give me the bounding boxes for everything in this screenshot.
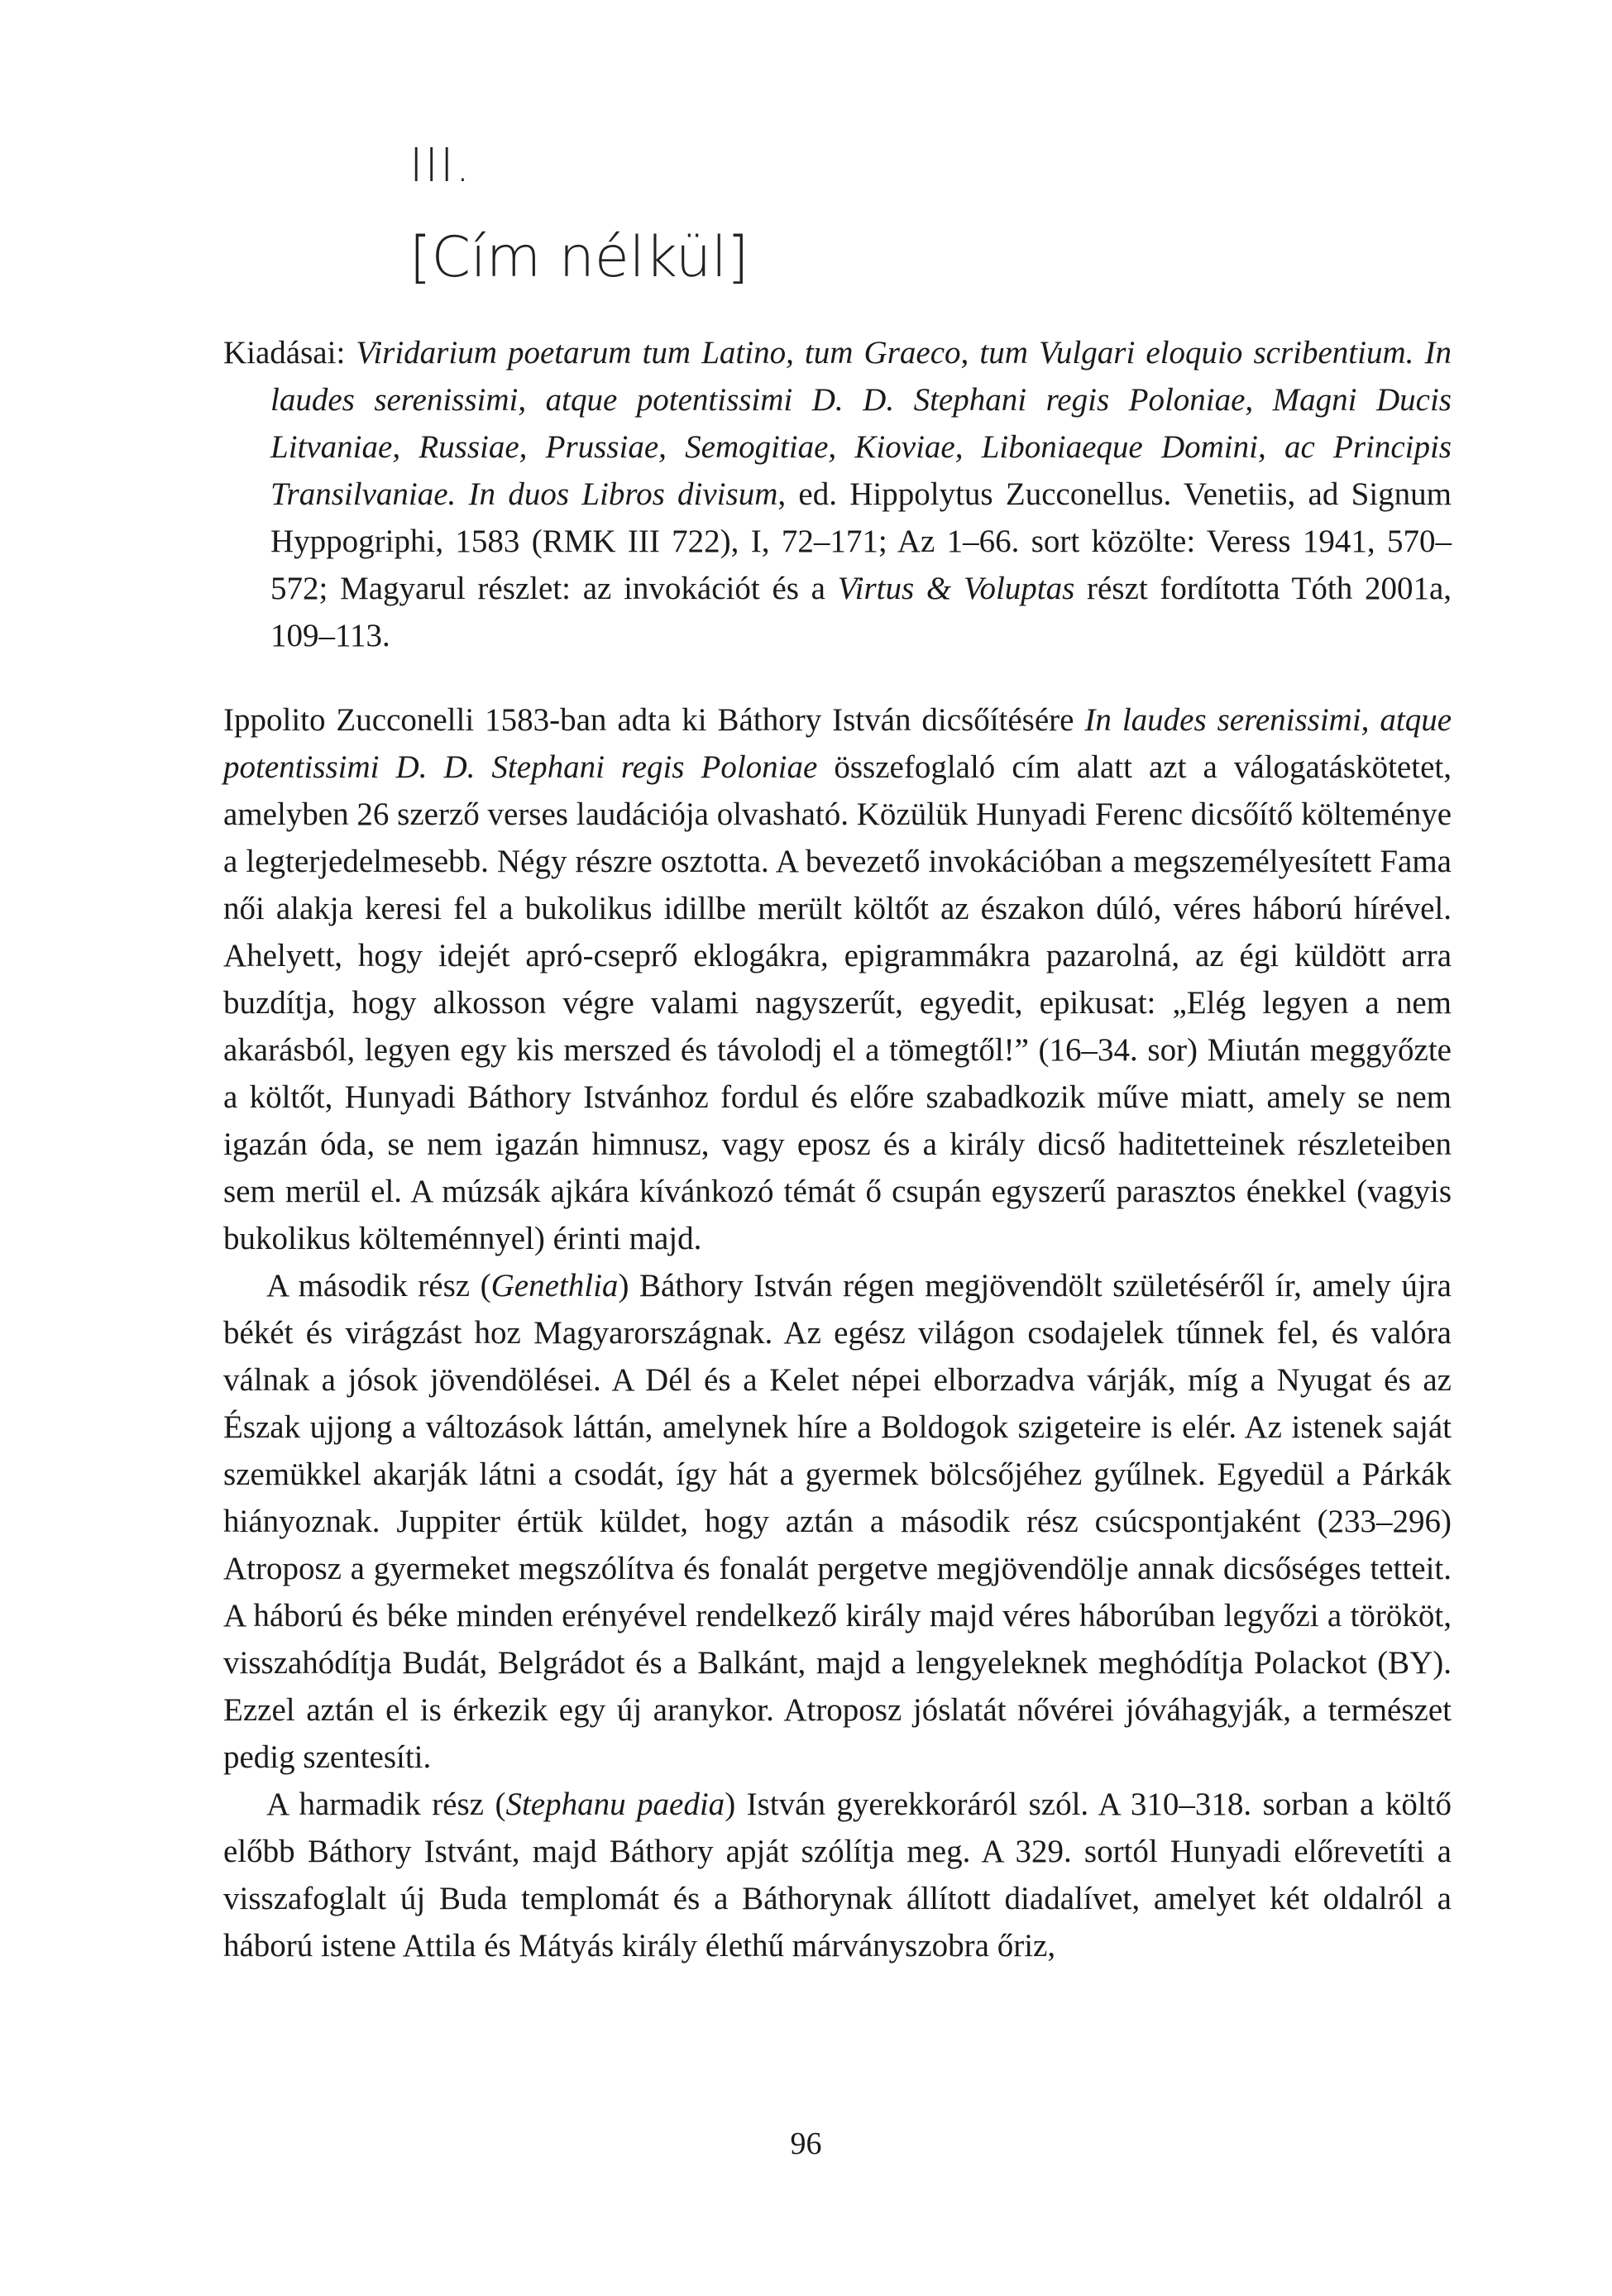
chapter-number: III.	[409, 139, 472, 193]
editions-label: Kiadásai:	[223, 335, 356, 371]
paragraph-3	[223, 1781, 1452, 1969]
editions-title: Viridarium poetarum tum Latino, tum Graeco, tum Vulgari eloquio scribentium. In laudes serenissimi, atque potentissimi D. D. Stephani regis Poloniae, Magni Ducis Litvaniae, Russiae, Prussiae, Semogitiae, Kioviae, Liboniaeque Domini, ac Principis Transilvaniae. In duos Libros divisum	[270, 335, 1452, 512]
paragraph-1	[223, 696, 1452, 1262]
paragraph-2-italic: Genethlia	[490, 1268, 619, 1303]
paragraph-2	[223, 1262, 1452, 1781]
paragraph-3-italic: Stephanu paedia	[505, 1787, 725, 1822]
editions-virtus: Virtus & Voluptas	[837, 571, 1075, 606]
editions-note	[223, 329, 1452, 659]
editions-text-2: részt fordította Tóth 2001a, 109–113.	[270, 571, 1452, 653]
paragraph-1-text-2: összefoglaló cím alatt azt a válogatáskötetet, amelyben 26 szerző verses laudációja olvasható. Közülük Hunyadi Ferenc dicsőítő költeménye a legterjedelmesebb. Négy részre osztotta. A bevezető invokációban a megszemélyesített Fama női alakja keresi fel a bukolikus idillbe merült költőt az északon dúló, véres háború hírével. Ahelyett, hogy idejét apró-cseprő eklogákra, epigrammákra pazarolná, az égi küldött arra buzdítja, hogy alkosson végre valami nagyszerűt, egyedit, epikusat: „Elég legyen a nem akarásból, legyen egy kis merszed és távolodj el a tömegtől!” (16–34. sor) Miután meggyőzte a költőt, Hunyadi Báthory Istvánhoz fordul és előre szabadkozik műve miatt, amely se nem igazán óda, se nem igazán himnusz, vagy eposz és a király dicső haditetteinek részleteiben sem merül el. A múzsák ajkára kívánkozó témát ő csupán egyszerű parasztos énekkel (vagyis bukolikus költeménnyel) érinti majd.	[223, 749, 1452, 1256]
paragraph-2-text-2: ) Báthory István régen megjövendölt születéséről ír, amely újra békét és virágzást hoz Magyarországnak. Az egész világon csodajelek tűnnek fel, és valóra válnak a jósok jövendölései. A Dél és a Kelet népei elborzadva várják, míg a Nyugat és az Észak ujjong a változások láttán, amelynek híre a Boldogok szigeteire is elér. Az istenek saját szemükkel akarják látni a csodát, így hát a gyermek bölcsőjéhez gyűlnek. Egyedül a Párkák hiányoznak. Juppiter értük küldet, hogy aztán a második rész csúcspontjaként (233–296) Atroposz a gyermeket megszólítva és fonalát pergetve megjövendölje annak dicsőséges tetteit. A háború és béke minden erényével rendelkező király majd véres háborúban legyőzi a törököt, visszahódítja Budát, Belgrádot és a Balkánt, majd a lengyeleknek meghódítja Polackot (BY). Ezzel aztán el is érkezik egy új aranykor. Atroposz jóslatát nővérei jóváhagyják, a természet pedig szentesíti.	[223, 1268, 1452, 1775]
paragraph-3-text-2: ) István gyerekkoráról szól. A 310–318. sorban a költő előbb Báthory Istvánt, majd Báthory apját szólítja meg. A 329. sortól Hunyadi előrevetíti a visszafoglalt új Buda templomát és a Báthorynak állított diadalívet, amelyet két oldalról a háború istene Attila és Mátyás király élethű márványszobra őriz,	[223, 1787, 1452, 1964]
editions-block	[223, 329, 1452, 659]
editions-text-1: , ed. Hippolytus Zucconellus. Venetiis, ad Signum Hyppogriphi, 1583 (RMK III 722), I, 72–171; Az 1–66. sort közölte: Veress 1941, 570–572; Magyarul részlet: az invokációt és a	[270, 476, 1452, 606]
paragraph-2-text: A második rész (	[266, 1268, 491, 1303]
paragraph-1-italic: In laudes serenissimi, atque potentissimi D. D. Stephani regis Poloniae	[223, 702, 1452, 785]
paragraph-1-text: Ippolito Zucconelli 1583-ban adta ki Báthory István dicsőítésére	[223, 702, 1085, 738]
chapter-title: [Cím nélkül]	[409, 225, 749, 290]
paragraph-3-text: A harmadik rész (	[266, 1787, 506, 1822]
page-number: 96	[790, 2126, 822, 2161]
body-text	[223, 696, 1452, 1969]
